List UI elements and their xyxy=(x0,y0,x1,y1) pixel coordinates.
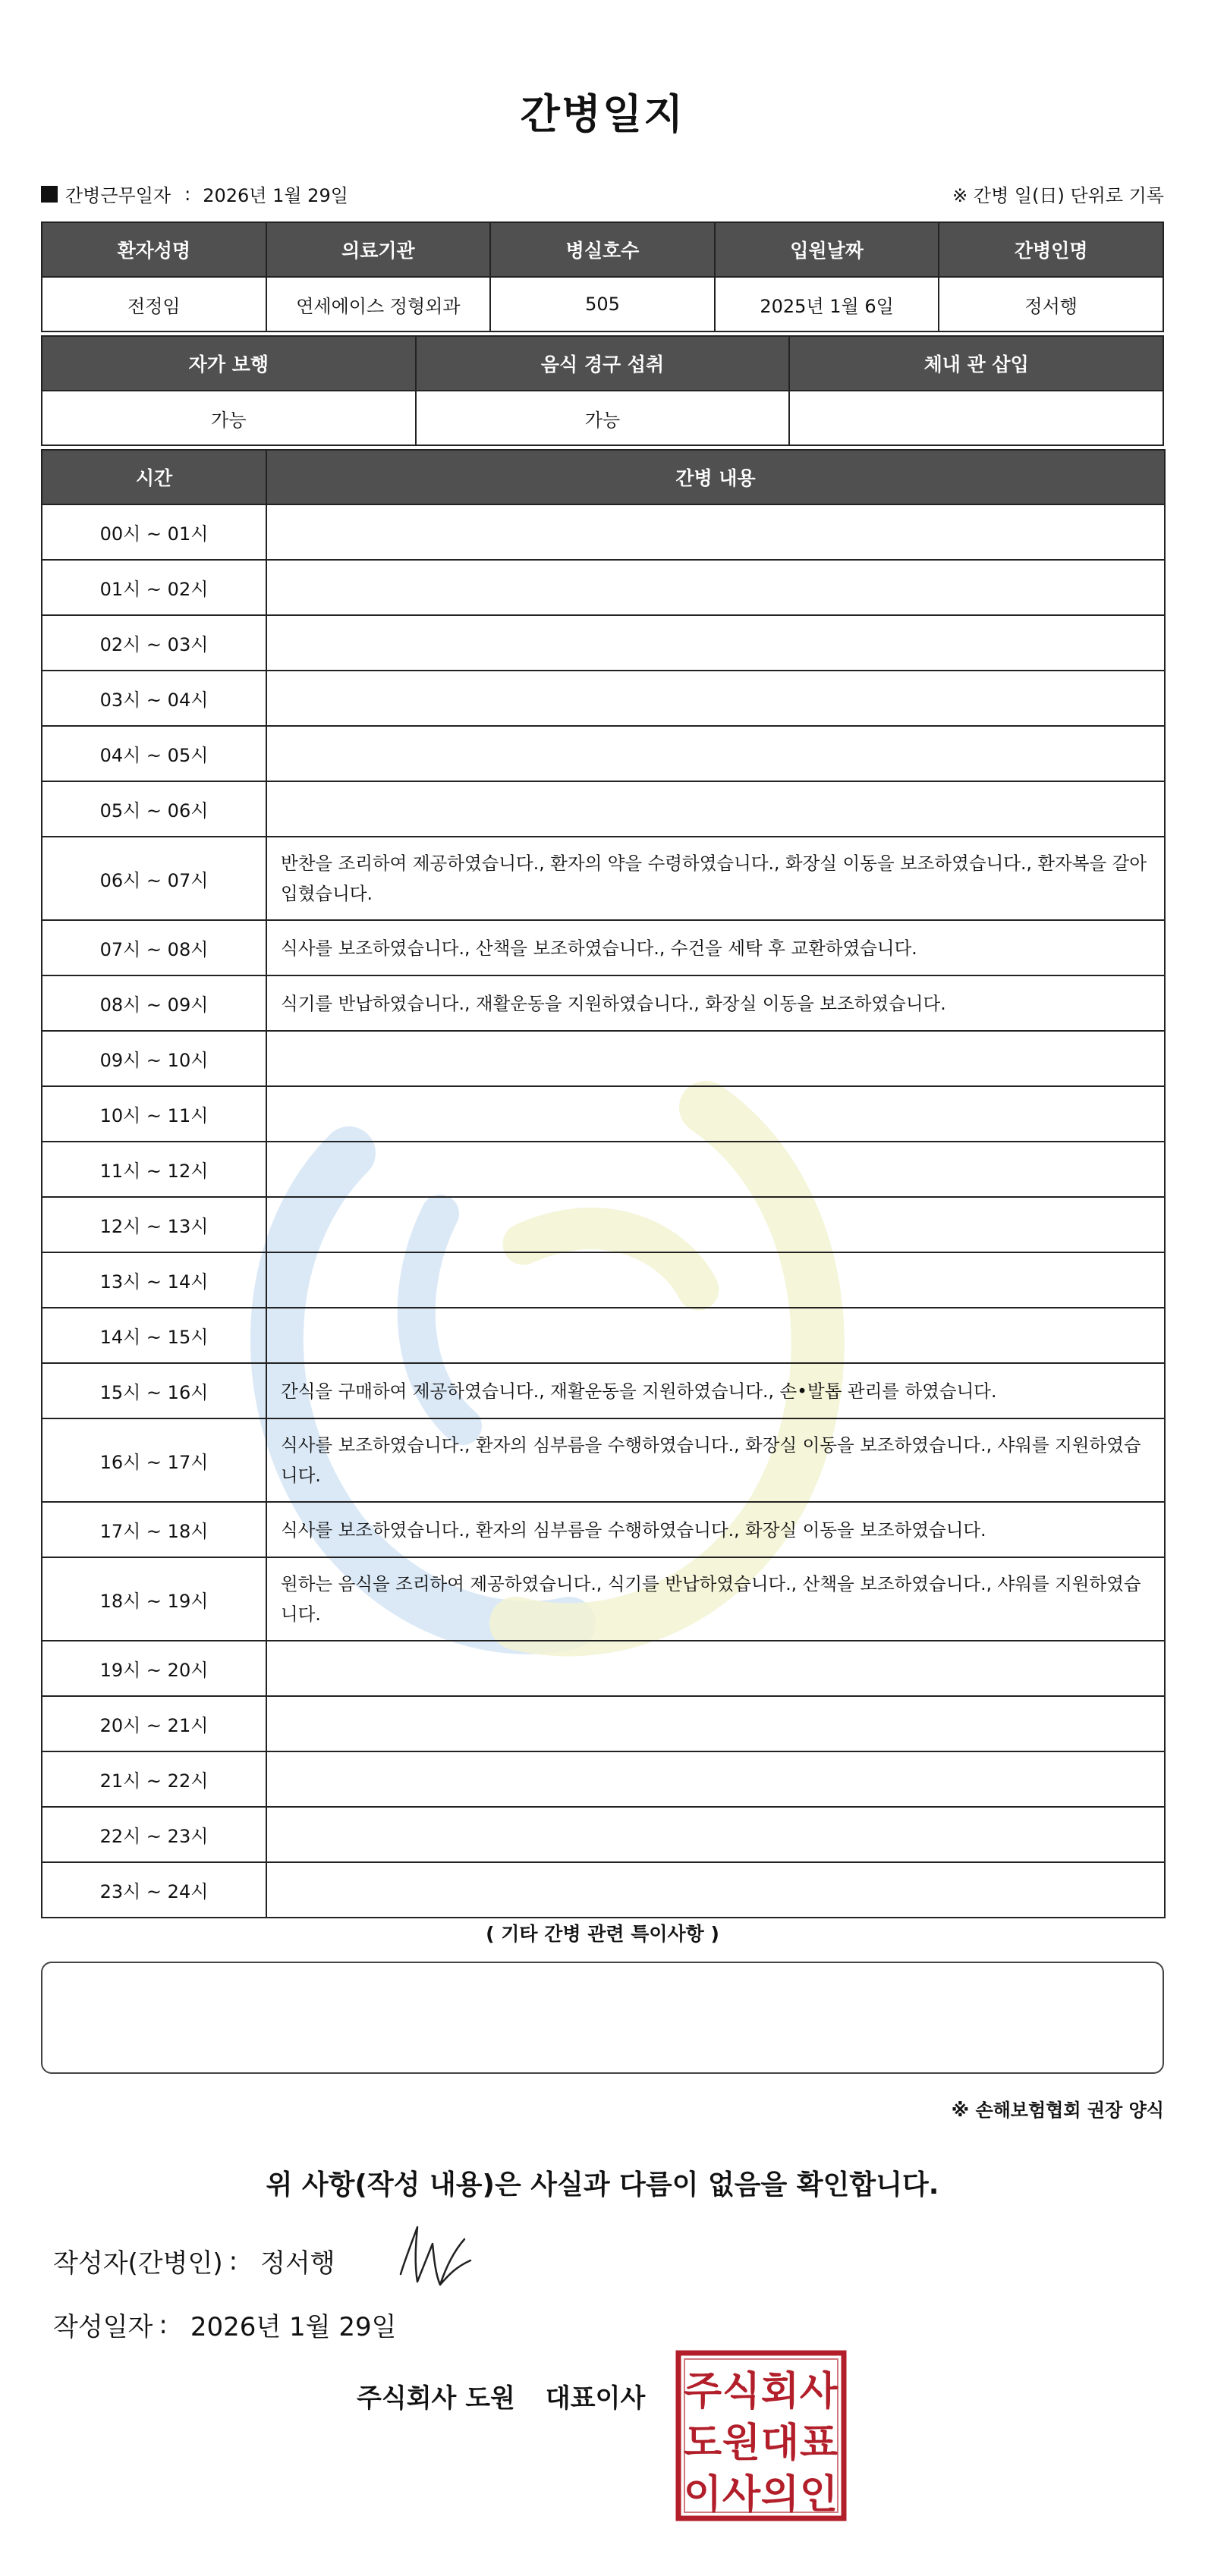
log-time: 19시 ~ 20시 xyxy=(42,1641,266,1696)
log-content xyxy=(266,560,1165,615)
log-content: 식기를 반납하였습니다., 재활운동을 지원하였습니다., 화장실 이동을 보조하였습니다. xyxy=(266,975,1165,1031)
log-content xyxy=(266,1031,1165,1086)
confirm-statement: 위 사항(작성 내용)은 사실과 다름이 없음을 확인합니다. xyxy=(266,2169,939,2201)
table-row xyxy=(42,1308,1165,1363)
recommend-note: ※ 손해보험협회 권장 양식 xyxy=(951,2100,1164,2121)
table-row xyxy=(42,615,1165,671)
table-row xyxy=(42,837,1165,920)
seal-glyph: 의 xyxy=(760,2472,800,2518)
seal-glyph: 회 xyxy=(760,2369,800,2414)
header-self-walking: 자가 보행 xyxy=(42,336,416,391)
seal-glyph: 식 xyxy=(722,2369,761,2414)
header-tube-insertion: 체내 관 삽입 xyxy=(789,336,1163,391)
work-date-value: 2026년 1월 29일 xyxy=(203,185,348,206)
log-content xyxy=(266,1142,1165,1197)
oral-intake-value: 가능 xyxy=(416,391,790,445)
admission-date: 2025년 1월 6일 xyxy=(715,277,939,331)
log-time: 10시 ~ 11시 xyxy=(42,1086,266,1142)
table-row xyxy=(42,1751,1165,1807)
write-date-label: 작성일자 xyxy=(53,2312,153,2342)
table-row xyxy=(42,1418,1165,1502)
header-patient-name: 환자성명 xyxy=(42,222,266,277)
log-time: 04시 ~ 05시 xyxy=(42,726,266,781)
log-time: 20시 ~ 21시 xyxy=(42,1696,266,1751)
log-content: 식사를 보조하였습니다., 환자의 심부름을 수행하였습니다., 화장실 이동을 보조하였습니다. xyxy=(266,1502,1165,1557)
meta-row xyxy=(41,181,1164,211)
table-row xyxy=(42,1031,1165,1086)
log-time: 14시 ~ 15시 xyxy=(42,1308,266,1363)
log-time: 00시 ~ 01시 xyxy=(42,504,266,560)
table-row xyxy=(42,504,1165,560)
table-row xyxy=(42,781,1165,837)
seal-glyph: 대 xyxy=(760,2420,800,2466)
header-caregiver: 간병인명 xyxy=(939,222,1163,277)
care-log-body xyxy=(42,504,1165,1918)
self-walking-value: 가능 xyxy=(42,391,416,445)
log-time: 15시 ~ 16시 xyxy=(42,1363,266,1418)
log-content xyxy=(266,726,1165,781)
log-time: 09시 ~ 10시 xyxy=(42,1031,266,1086)
seal-glyph: 사 xyxy=(722,2472,761,2518)
log-time: 06시 ~ 07시 xyxy=(42,837,266,920)
table-header-row xyxy=(42,450,1165,504)
work-date xyxy=(41,181,348,207)
log-time: 23시 ~ 24시 xyxy=(42,1862,266,1918)
write-date-value: 2026년 1월 29일 xyxy=(190,2312,397,2342)
patient-status-table xyxy=(41,335,1164,446)
header-hospital: 의료기관 xyxy=(266,222,491,277)
table-row xyxy=(42,1197,1165,1252)
table-row xyxy=(42,726,1165,781)
table-row xyxy=(42,1807,1165,1862)
table-row xyxy=(42,1696,1165,1751)
table-row xyxy=(42,1862,1165,1918)
log-time: 07시 ~ 08시 xyxy=(42,920,266,975)
patient-info-table xyxy=(41,221,1164,332)
seal-glyph: 원 xyxy=(722,2420,761,2466)
header-room: 병실호수 xyxy=(490,222,715,277)
patient-name: 전정임 xyxy=(42,277,266,331)
seal-glyph: 도 xyxy=(683,2420,722,2466)
table-row xyxy=(42,1557,1165,1641)
log-content: 간식을 구매하여 제공하였습니다., 재활운동을 지원하였습니다., 손•발톱 관리를 하였습니다. xyxy=(266,1363,1165,1418)
log-content xyxy=(266,1862,1165,1918)
table-row xyxy=(42,391,1163,445)
table-header-row xyxy=(42,336,1163,391)
log-time: 03시 ~ 04시 xyxy=(42,671,266,726)
log-content: 원하는 음식을 조리하여 제공하였습니다., 식기를 반납하였습니다., 산책을 보조하였습니다., 샤워를 지원하였습니다. xyxy=(266,1557,1165,1641)
log-time: 05시 ~ 06시 xyxy=(42,781,266,837)
writer-label: 작성자(간병인) xyxy=(53,2248,223,2279)
table-row xyxy=(42,1142,1165,1197)
seal-glyph: 이 xyxy=(683,2472,722,2518)
log-content xyxy=(266,1086,1165,1142)
table-row xyxy=(42,1086,1165,1142)
log-content xyxy=(266,1252,1165,1308)
log-time: 01시 ~ 02시 xyxy=(42,560,266,615)
header-oral-intake: 음식 경구 섭취 xyxy=(416,336,790,391)
work-date-label: 간병근무일자 xyxy=(65,185,171,206)
colon: : xyxy=(228,2245,238,2276)
log-time: 18시 ~ 19시 xyxy=(42,1557,266,1641)
log-content: 식사를 보조하였습니다., 산책을 보조하였습니다., 수건을 세탁 후 교환하였습니다. xyxy=(266,920,1165,975)
log-time: 17시 ~ 18시 xyxy=(42,1502,266,1557)
table-row xyxy=(42,560,1165,615)
table-row xyxy=(42,975,1165,1031)
page-title: 간병일지 xyxy=(520,90,685,138)
table-row xyxy=(42,1363,1165,1418)
log-content xyxy=(266,1696,1165,1751)
table-header-row xyxy=(42,222,1163,277)
notes-caption: ( 기타 간병 관련 특이사항 ) xyxy=(486,1923,719,1945)
company-title: 대표이사 xyxy=(545,2383,646,2414)
table-row xyxy=(42,1641,1165,1696)
hospital: 연세에이스 정형외과 xyxy=(266,277,491,331)
room-number: 505 xyxy=(490,277,715,331)
colon: : xyxy=(184,183,191,205)
log-content: 반찬을 조리하여 제공하였습니다., 환자의 약을 수령하였습니다., 화장실 이동을 보조하였습니다., 환자복을 갈아입혔습니다. xyxy=(266,837,1165,920)
header-care-content: 간병 내용 xyxy=(266,450,1165,504)
square-bullet-icon xyxy=(41,186,58,203)
table-row xyxy=(42,920,1165,975)
company-seal-icon xyxy=(675,2350,847,2521)
writer-name: 정서행 xyxy=(260,2248,335,2279)
table-row xyxy=(42,1502,1165,1557)
header-admission-date: 입원날짜 xyxy=(715,222,939,277)
company-line xyxy=(357,2377,645,2414)
log-content xyxy=(266,781,1165,837)
log-time: 12시 ~ 13시 xyxy=(42,1197,266,1252)
log-time: 22시 ~ 23시 xyxy=(42,1807,266,1862)
table-row xyxy=(42,277,1163,331)
signature-icon xyxy=(395,2221,486,2294)
log-content xyxy=(266,671,1165,726)
log-content xyxy=(266,1807,1165,1862)
table-row xyxy=(42,1252,1165,1308)
care-log-table xyxy=(41,449,1166,1918)
table-row xyxy=(42,671,1165,726)
seal-glyph: 인 xyxy=(799,2472,838,2518)
company-name: 주식회사 도원 xyxy=(357,2383,515,2414)
writer-line xyxy=(53,2242,335,2279)
log-content xyxy=(266,1751,1165,1807)
log-content xyxy=(266,1308,1165,1363)
log-time: 21시 ~ 22시 xyxy=(42,1751,266,1807)
log-content xyxy=(266,1197,1165,1252)
seal-glyph: 사 xyxy=(799,2369,838,2414)
log-time: 08시 ~ 09시 xyxy=(42,975,266,1031)
log-content xyxy=(266,1641,1165,1696)
tube-insertion-value xyxy=(789,391,1163,445)
record-note: ※ 간병 일(日) 단위로 기록 xyxy=(952,185,1164,206)
log-content xyxy=(266,504,1165,560)
log-time: 02시 ~ 03시 xyxy=(42,615,266,671)
seal-glyph: 주 xyxy=(683,2369,722,2414)
log-content xyxy=(266,615,1165,671)
log-time: 16시 ~ 17시 xyxy=(42,1418,266,1502)
log-content: 식사를 보조하였습니다., 환자의 심부름을 수행하였습니다., 화장실 이동을 보조하였습니다., 샤워를 지원하였습니다. xyxy=(266,1418,1165,1502)
seal-glyph: 표 xyxy=(799,2420,838,2466)
write-date-line xyxy=(53,2306,396,2343)
caregiver-name: 정서행 xyxy=(939,277,1163,331)
log-time: 11시 ~ 12시 xyxy=(42,1142,266,1197)
header-time: 시간 xyxy=(42,450,266,504)
log-time: 13시 ~ 14시 xyxy=(42,1252,266,1308)
special-notes-field xyxy=(41,1962,1164,2074)
colon: : xyxy=(159,2309,168,2340)
